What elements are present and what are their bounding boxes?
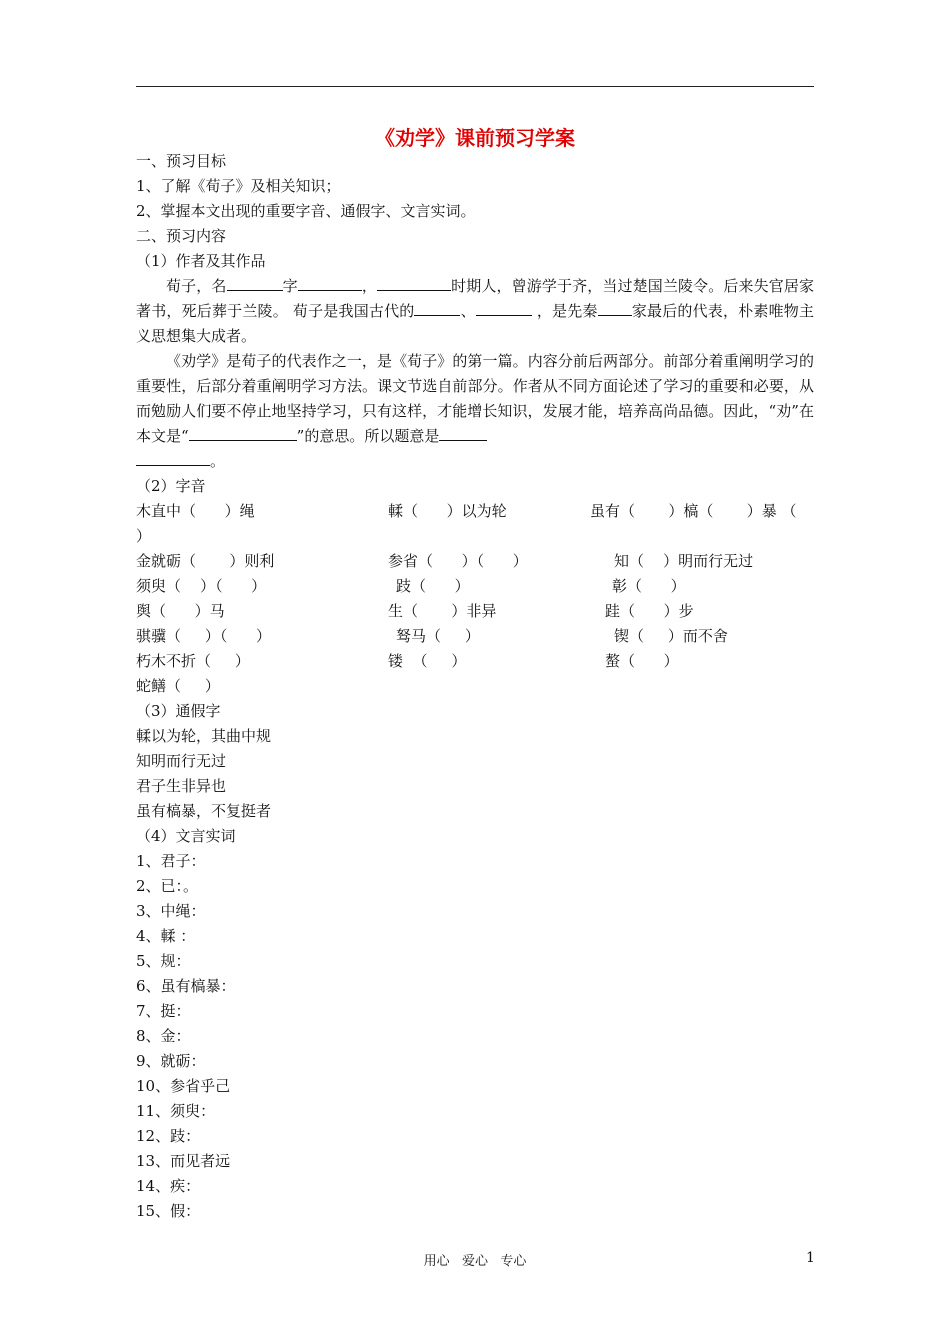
pron-item: 驽马（ ） [396, 627, 480, 645]
pron-item: 彰（ ） [612, 577, 686, 595]
fill-blank[interactable] [598, 301, 632, 316]
text-span: 家最后的代表，朴素唯物主义思想集大成者。 [136, 302, 814, 345]
tongjia-item: 知明而行无过 [136, 752, 227, 770]
shici-item: 12、跂： [136, 1127, 201, 1145]
fill-blank[interactable] [136, 451, 210, 466]
shici-item: 1、君子： [136, 852, 206, 870]
text-span: ，是先秦 [531, 302, 598, 320]
shici-item: 4、輮 ： [136, 927, 196, 945]
fill-blank[interactable] [476, 301, 532, 316]
pron-item: 木直中（ ）绳 [136, 502, 255, 520]
text-span: 荀子，名 [166, 277, 227, 295]
page-number: 1 [806, 1250, 815, 1266]
shici-item: 10、参省乎己 [136, 1077, 231, 1095]
pron-item: 虽有（ ）槁（ ）暴 （ [590, 502, 797, 520]
pron-item: 须臾（ ）（ ） [136, 577, 267, 595]
pron-item: 跂（ ） [396, 577, 470, 595]
quanxue-paragraph-end [136, 449, 225, 474]
pron-item: 生（ ）非异 [388, 602, 497, 620]
pron-item: 輮（ ）以为轮 [388, 502, 507, 520]
fill-blank[interactable] [377, 276, 451, 291]
pron-item: 螯（ ） [605, 652, 679, 670]
pron-item: 舆（ ）马 [136, 602, 225, 620]
shici-item: 2、已：。 [136, 877, 199, 895]
shici-item: 15、假： [136, 1202, 201, 1220]
tongjia-item: 君子生非异也 [136, 777, 227, 795]
goal-item-1: 1、了解《荀子》及相关知识； [136, 177, 341, 195]
shici-item: 14、疾： [136, 1177, 201, 1195]
author-paragraph [136, 274, 814, 349]
text-span: 字 [282, 277, 298, 295]
shici-item: 11、须臾： [136, 1102, 216, 1120]
tongjia-item: 虽有槁暴，不复挺者 [136, 802, 272, 820]
shici-item: 5、规： [136, 952, 191, 970]
shici-item: 13、而见者远 [136, 1152, 231, 1170]
subheading-tongjia: （3）通假字 [136, 702, 221, 720]
pron-item: 镂 （ ） [388, 652, 467, 670]
pron-item: 跬（ ）步 [605, 602, 694, 620]
fill-blank[interactable] [414, 301, 460, 316]
text-span: ”的意思。所以题意是 [296, 427, 440, 445]
goal-item-2: 2、掌握本文出现的重要字音、通假字、文言实词。 [136, 202, 476, 220]
subheading-pronunciation: （2）字音 [136, 477, 206, 495]
pron-item: 蛇鳝（ ） [136, 677, 220, 695]
pron-item: 骐骥（ ）（ ） [136, 627, 271, 645]
footer-motto: 用心 爱心 专心 [423, 1254, 527, 1269]
pron-item-wrap: ） [136, 527, 152, 545]
shici-item: 7、挺： [136, 1002, 191, 1020]
text-span: 时期人，曾游学于齐，当过楚国兰陵令。后来失官居家著书，死后葬于兰陵。 荀子是我国古代的 [136, 277, 814, 320]
shici-item: 6、虽有槁暴： [136, 977, 236, 995]
pron-item: 参省（ ）（ ） [388, 552, 528, 570]
tongjia-item: 輮以为轮，其曲中规 [136, 727, 272, 745]
pron-item: 金就砺（ ）则利 [136, 552, 275, 570]
header-rule [136, 86, 814, 87]
quanxue-paragraph [136, 349, 814, 449]
section-heading-goals: 一、预习目标 [136, 152, 227, 170]
section-heading-content: 二、预习内容 [136, 227, 227, 245]
pron-item: 知（ ）明而行无过 [614, 552, 754, 570]
shici-item: 9、就砺： [136, 1052, 206, 1070]
fill-blank[interactable] [298, 276, 362, 291]
shici-item: 8、金： [136, 1027, 191, 1045]
fill-blank[interactable] [227, 276, 283, 291]
shici-item: 3、中绳： [136, 902, 206, 920]
fill-blank[interactable] [189, 426, 297, 441]
text-span: 《劝学》是荀子的代表作之一，是《荀子》的第一篇。内容分前后两部分。前部分着重阐明学习的重要性，后部分着重阐明学习方法。课文节选自前部分。作者从不同方面论述了学习的重要和必要，从而勉励人们要不停止地坚持学习，只有这样，才能增长知识，发展才能，培养高尚品德。因此，“劝”在本文是“ [136, 352, 814, 445]
subheading-shici: （4）文言实词 [136, 827, 236, 845]
document-title: 《劝学》课前预习学案 [375, 126, 575, 150]
text-span: ， [361, 277, 377, 295]
text-span: 。 [210, 452, 226, 470]
text-span: 、 [460, 302, 476, 320]
subheading-author: （1）作者及其作品 [136, 252, 266, 270]
fill-blank[interactable] [439, 426, 487, 441]
pron-item: 朽木不折（ ） [136, 652, 250, 670]
pron-item: 锲（ ）而不舍 [614, 627, 728, 645]
